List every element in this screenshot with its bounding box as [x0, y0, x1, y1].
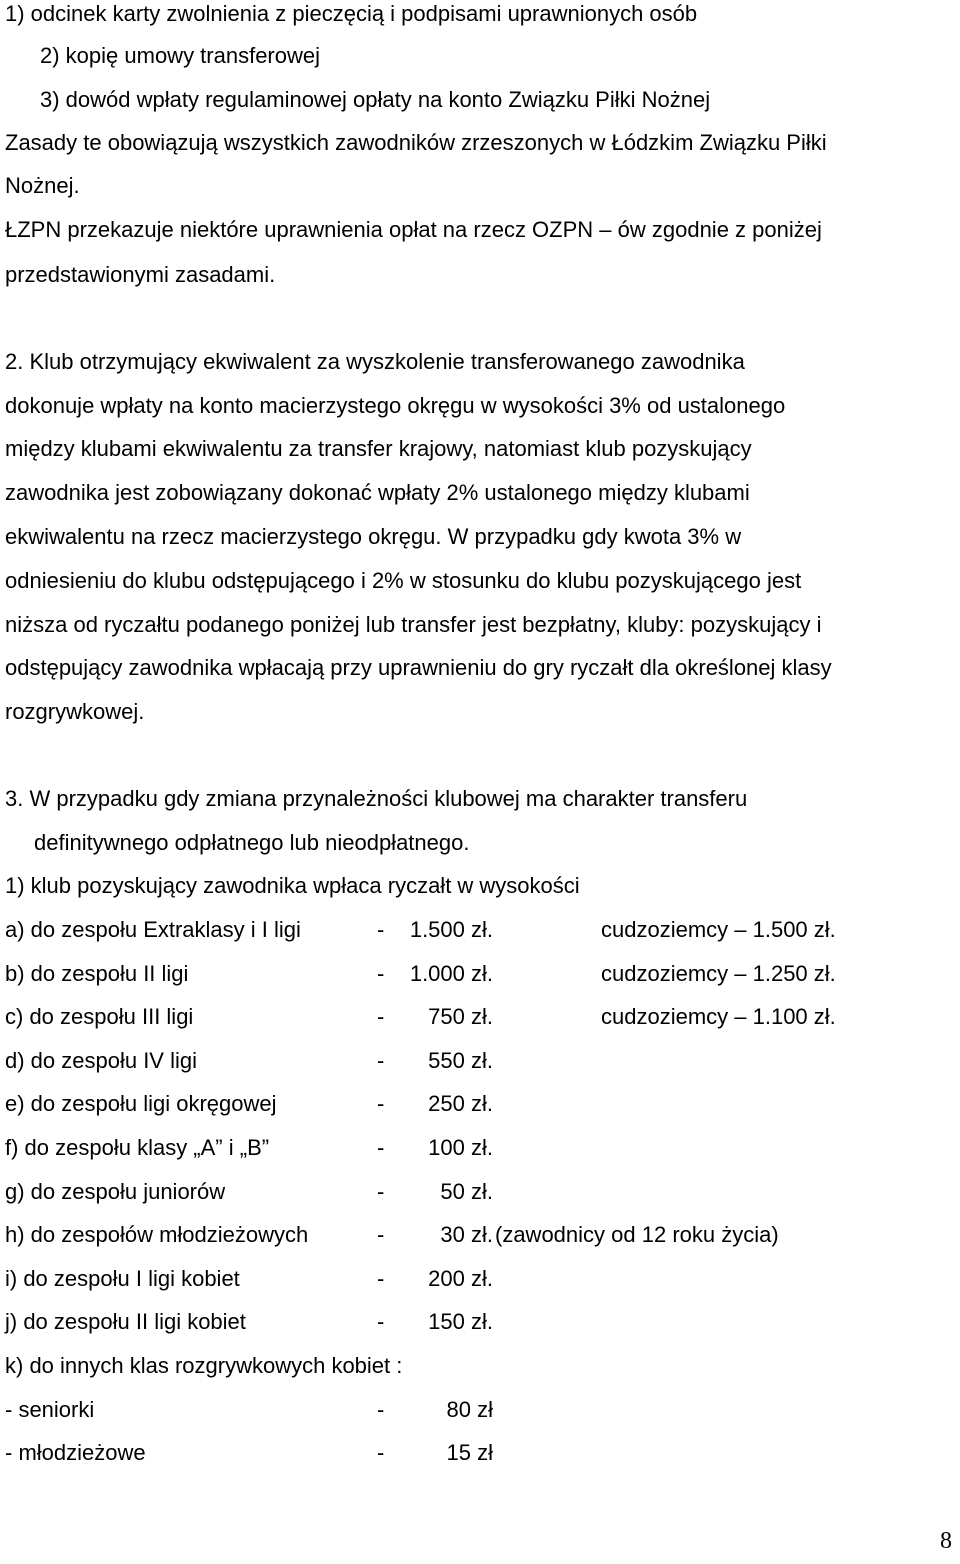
- lzpn-paragraph-line: przedstawionymi zasadami.: [5, 262, 276, 287]
- fee-label: k) do innych klas rozgrywkowych kobiet :: [5, 1353, 403, 1378]
- fee-amount: 100 zł.: [428, 1135, 493, 1160]
- fee-dash: -: [377, 1179, 385, 1204]
- fee-label: g) do zespołu juniorów: [5, 1179, 226, 1204]
- fee-label: c) do zespołu III ligi: [5, 1004, 194, 1029]
- section2-line: ekwiwalentu na rzecz macierzystego okręgu. W przypadku gdy kwota 3% w: [5, 524, 742, 549]
- fee-foreign-rate: cudzoziemcy – 1.500 zł.: [601, 917, 836, 942]
- fee-dash: -: [377, 1397, 385, 1422]
- fee-foreign-rate: cudzoziemcy – 1.100 zł.: [601, 1004, 836, 1029]
- rules-paragraph-line: Nożnej.: [5, 173, 80, 198]
- fee-label: f) do zespołu klasy „A” i „B”: [5, 1135, 270, 1160]
- fee-label: e) do zespołu ligi okręgowej: [5, 1091, 277, 1116]
- fee-dash: -: [377, 1440, 385, 1465]
- fee-amount: 150 zł.: [428, 1309, 493, 1334]
- fee-label: h) do zespołów młodzieżowych: [5, 1222, 309, 1247]
- fee-amount: 550 zł.: [428, 1048, 493, 1073]
- fee-dash: -: [377, 1091, 385, 1116]
- intro-list-item: 1) odcinek karty zwolnienia z pieczęcią i podpisami uprawnionych osób: [5, 1, 698, 26]
- fee-label: j) do zespołu II ligi kobiet: [5, 1309, 246, 1334]
- fee-amount: 200 zł.: [428, 1266, 493, 1291]
- fee-dash: -: [377, 1135, 385, 1160]
- fee-dash: -: [377, 1004, 385, 1029]
- fee-label: b) do zespołu II ligi: [5, 961, 189, 986]
- fee-dash: -: [377, 1266, 385, 1291]
- section2-line: 2. Klub otrzymujący ekwiwalent za wyszkolenie transferowanego zawodnika: [5, 349, 745, 374]
- fee-label: d) do zespołu IV ligi: [5, 1048, 197, 1073]
- fee-amount: 750 zł.: [428, 1004, 493, 1029]
- fee-amount: 250 zł.: [428, 1091, 493, 1116]
- fee-note: (zawodnicy od 12 roku życia): [495, 1222, 779, 1247]
- section2-line: odstępujący zawodnika wpłacają przy uprawnieniu do gry ryczałt dla określonej klasy: [5, 655, 832, 680]
- fee-amount: 15 zł: [446, 1440, 493, 1465]
- fee-label: - seniorki: [5, 1397, 95, 1422]
- fee-dash: -: [377, 917, 385, 942]
- fee-dash: -: [377, 1222, 385, 1247]
- lzpn-paragraph-line: ŁZPN przekazuje niektóre uprawnienia opłat na rzecz OZPN – ów zgodnie z poniżej: [5, 217, 822, 242]
- fee-label: a) do zespołu Extraklasy i I ligi: [5, 917, 301, 942]
- fee-amount: 1.500 zł.: [409, 917, 493, 942]
- section3-heading: 3. W przypadku gdy zmiana przynależności klubowej ma charakter transferu: [5, 786, 748, 811]
- section2-line: niższa od ryczałtu podanego poniżej lub transfer jest bezpłatny, kluby: pozyskujący i: [5, 612, 822, 637]
- section2-line: zawodnika jest zobowiązany dokonać wpłaty 2% ustalonego między klubami: [5, 480, 750, 505]
- page-number: 8: [940, 1528, 952, 1554]
- fee-foreign-rate: cudzoziemcy – 1.250 zł.: [601, 961, 836, 986]
- rules-paragraph-line: Zasady te obowiązują wszystkich zawodników zrzeszonych w Łódzkim Związku Piłki: [5, 130, 827, 155]
- intro-list-item: 3) dowód wpłaty regulaminowej opłaty na konto Związku Piłki Nożnej: [40, 87, 711, 112]
- fee-amount: 1.000 zł.: [409, 961, 493, 986]
- section2-line: między klubami ekwiwalentu za transfer krajowy, natomiast klub pozyskujący: [5, 436, 752, 461]
- fee-label: - młodzieżowe: [5, 1440, 146, 1465]
- fee-dash: -: [377, 1048, 385, 1073]
- fee-dash: -: [377, 961, 385, 986]
- section2-line: odniesieniu do klubu odstępującego i 2% w stosunku do klubu pozyskującego jest: [5, 568, 802, 593]
- section2-line: dokonuje wpłaty na konto macierzystego okręgu w wysokości 3% od ustalonego: [5, 393, 786, 418]
- fee-dash: -: [377, 1309, 385, 1334]
- section3-subheading: 1) klub pozyskujący zawodnika wpłaca ryczałt w wysokości: [5, 873, 580, 898]
- fee-label: i) do zespołu I ligi kobiet: [5, 1266, 240, 1291]
- section2-line: rozgrywkowej.: [5, 699, 145, 724]
- fee-amount: 30 zł.: [440, 1222, 493, 1247]
- intro-list-item: 2) kopię umowy transferowej: [40, 43, 321, 68]
- fee-amount: 80 zł: [446, 1397, 493, 1422]
- section3-heading-continued: definitywnego odpłatnego lub nieodpłatnego.: [34, 830, 470, 855]
- fee-amount: 50 zł.: [440, 1179, 493, 1204]
